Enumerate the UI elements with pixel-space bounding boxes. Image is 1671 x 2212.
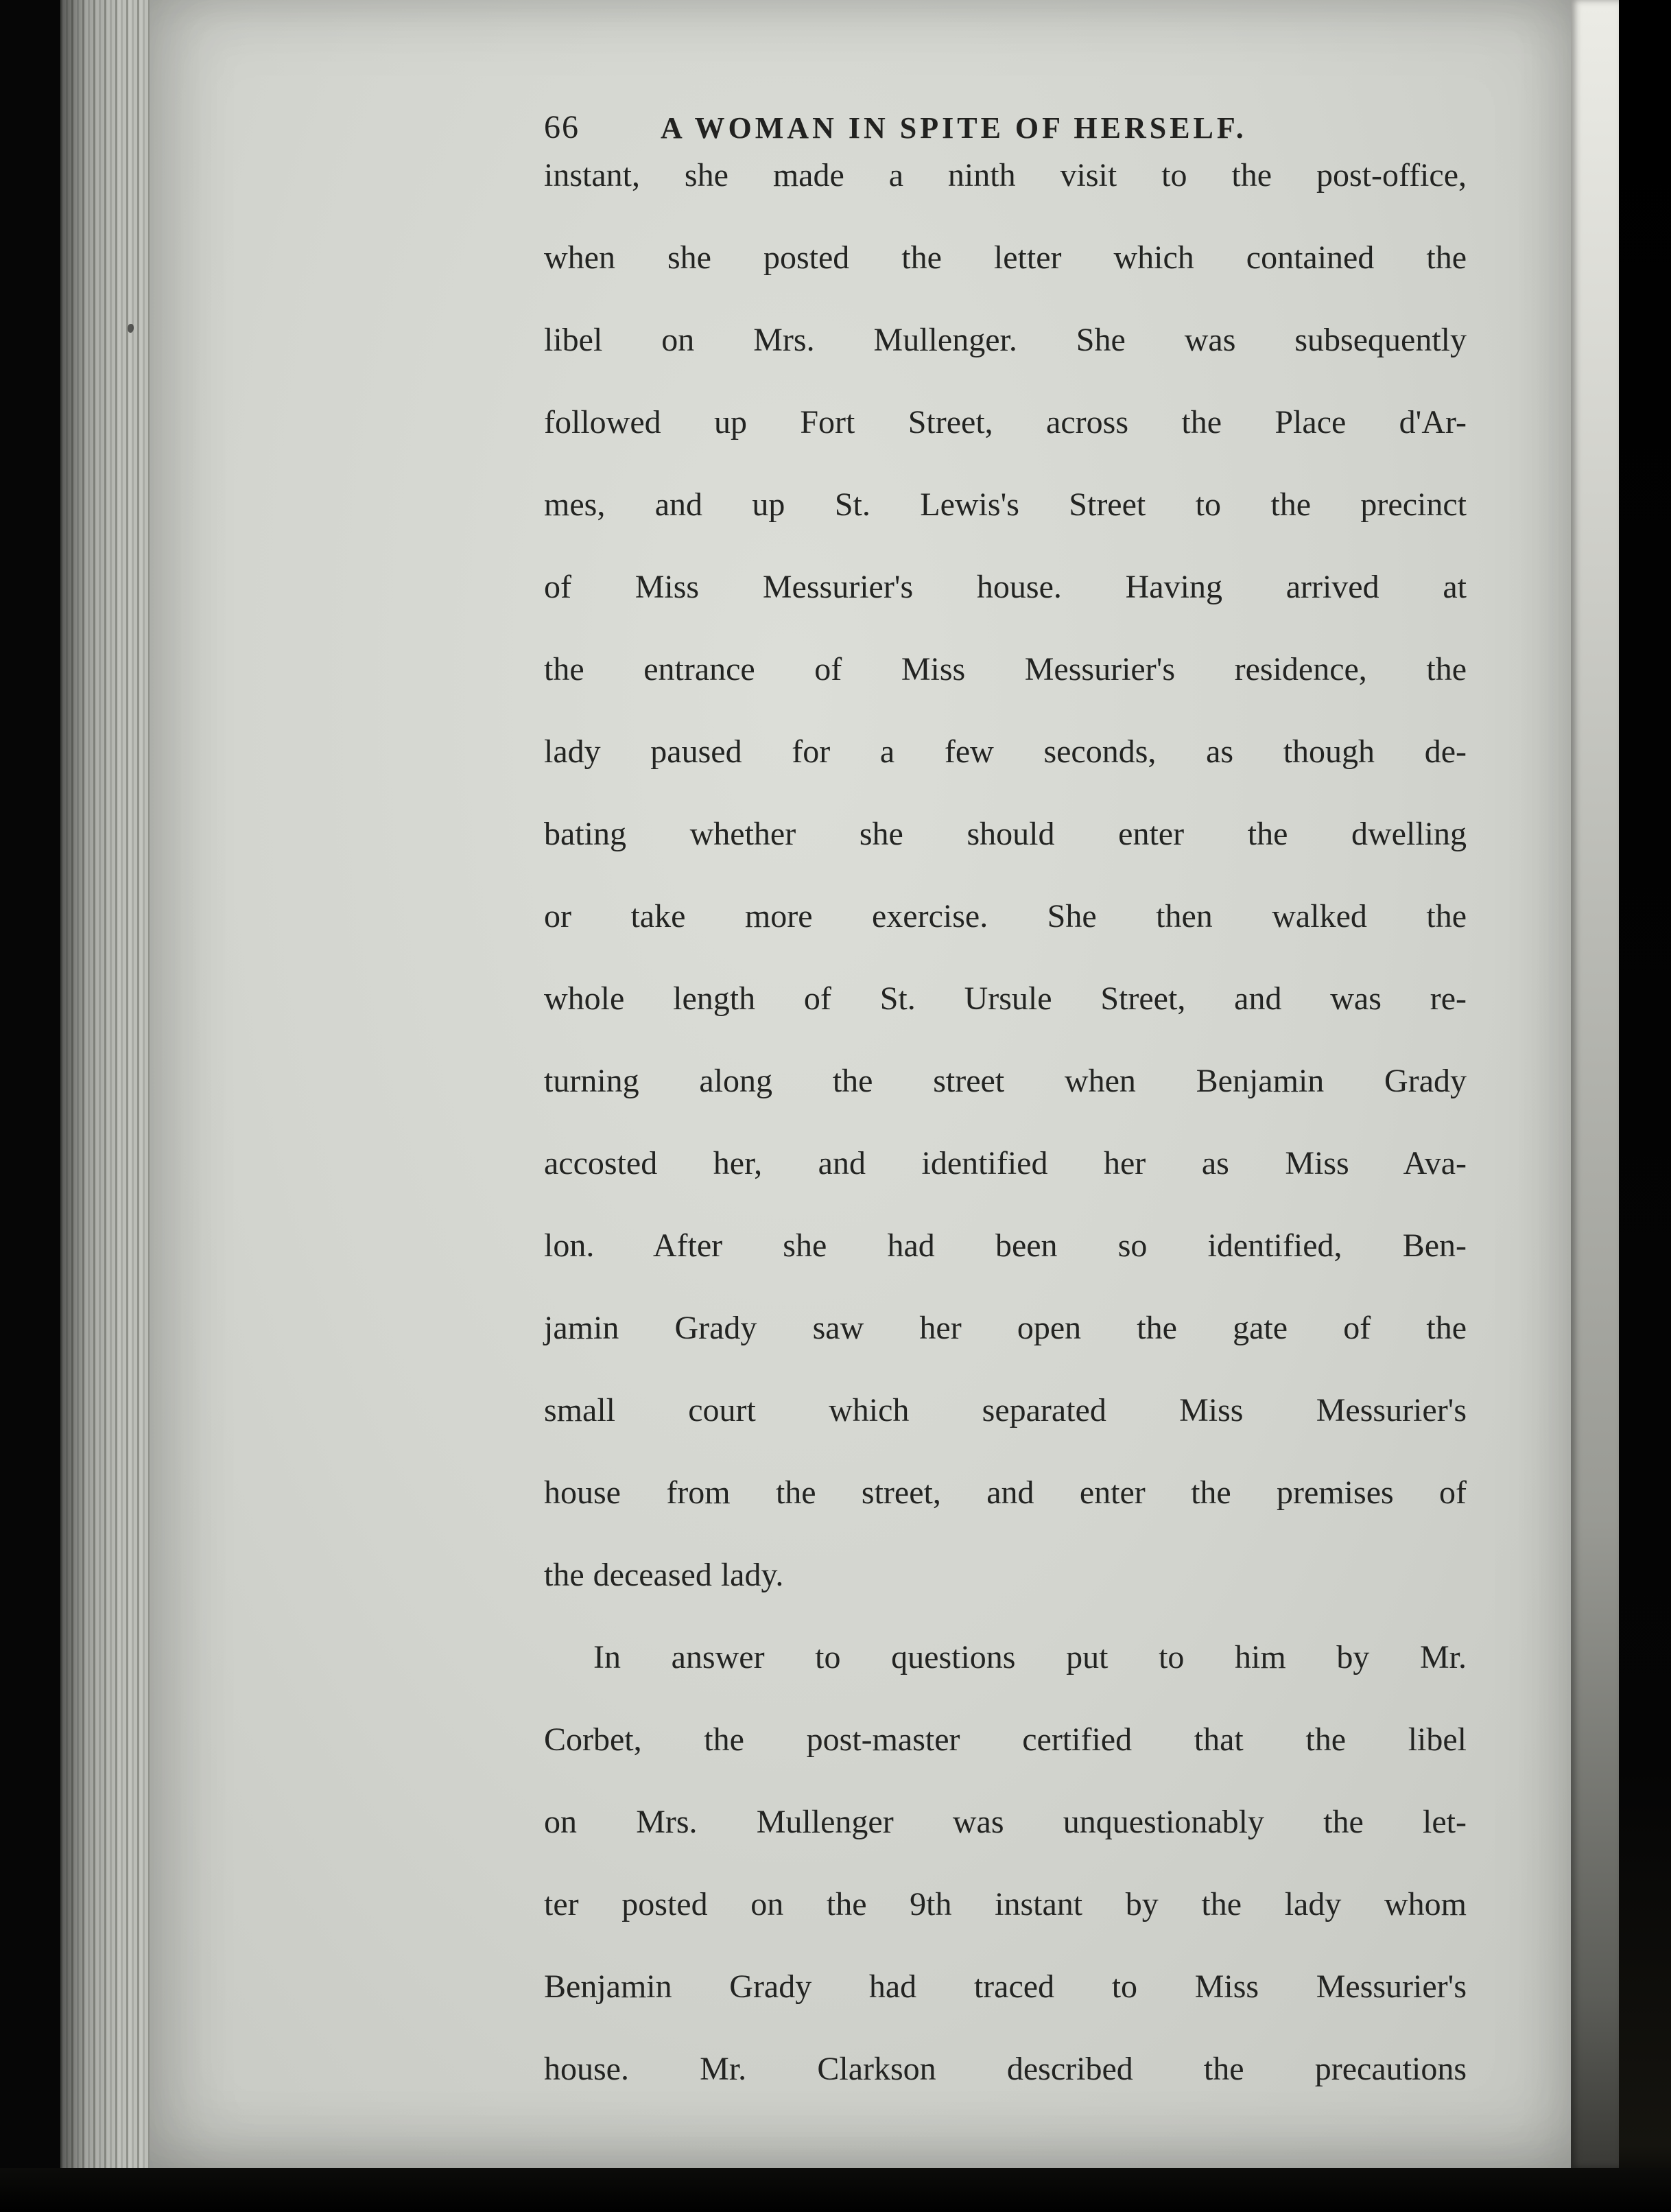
- text-line: In answer to questions put to him by Mr.: [593, 1639, 1467, 1675]
- paragraph: [544, 1616, 1467, 2110]
- text-line: house from the street, and enter the premises of: [544, 1474, 1467, 1511]
- page-number: 66: [544, 109, 580, 145]
- book-page-edge-right: [1571, 0, 1619, 2168]
- text-line: on Mrs. Mullenger was unquestionably the let-: [544, 1804, 1467, 1840]
- text-line: house. Mr. Clarkson described the precautions: [544, 2051, 1467, 2087]
- text-line: or take more exercise. She then walked the: [544, 898, 1467, 934]
- text-line: the entrance of Miss Messurier's residence, the: [544, 651, 1467, 687]
- scan-background-bottom: [0, 2168, 1671, 2212]
- text-line: when she posted the letter which contained the: [544, 239, 1467, 276]
- text-line: small court which separated Miss Messurier's: [544, 1392, 1467, 1428]
- running-title: A WOMAN IN SPITE OF HERSELF.: [661, 111, 1247, 145]
- text-line: turning along the street when Benjamin Grady: [544, 1063, 1467, 1099]
- text-line: lon. After she had been so identified, Ben-: [544, 1227, 1467, 1264]
- text-line: Corbet, the post-master certified that the libel: [544, 1721, 1467, 1758]
- text-line: bating whether she should enter the dwelling: [544, 816, 1467, 852]
- scan-background-right: [1619, 0, 1671, 2212]
- text-block: [544, 134, 1467, 2110]
- text-line: followed up Fort Street, across the Place d'Ar-: [544, 404, 1467, 440]
- text-line: ter posted on the 9th instant by the lady whom: [544, 1886, 1467, 1922]
- text-line: jamin Grady saw her open the gate of the: [544, 1310, 1467, 1346]
- text-line: the deceased lady.: [544, 1557, 784, 1593]
- text-line: Benjamin Grady had traced to Miss Messurier's: [544, 1968, 1467, 2005]
- text-line: mes, and up St. Lewis's Street to the precinct: [544, 486, 1467, 523]
- paragraph: [544, 134, 1467, 1616]
- text-line: instant, she made a ninth visit to the post-office,: [544, 157, 1467, 193]
- text-line: whole length of St. Ursule Street, and was re-: [544, 980, 1467, 1017]
- text-line: of Miss Messurier's house. Having arrived at: [544, 569, 1467, 605]
- text-line: libel on Mrs. Mullenger. She was subsequently: [544, 322, 1467, 358]
- book-page-edges-left: [60, 0, 150, 2168]
- text-line: lady paused for a few seconds, as though de-: [544, 733, 1467, 770]
- text-line: accosted her, and identified her as Miss Ava-: [544, 1145, 1467, 1181]
- page-surface: [150, 0, 1571, 2168]
